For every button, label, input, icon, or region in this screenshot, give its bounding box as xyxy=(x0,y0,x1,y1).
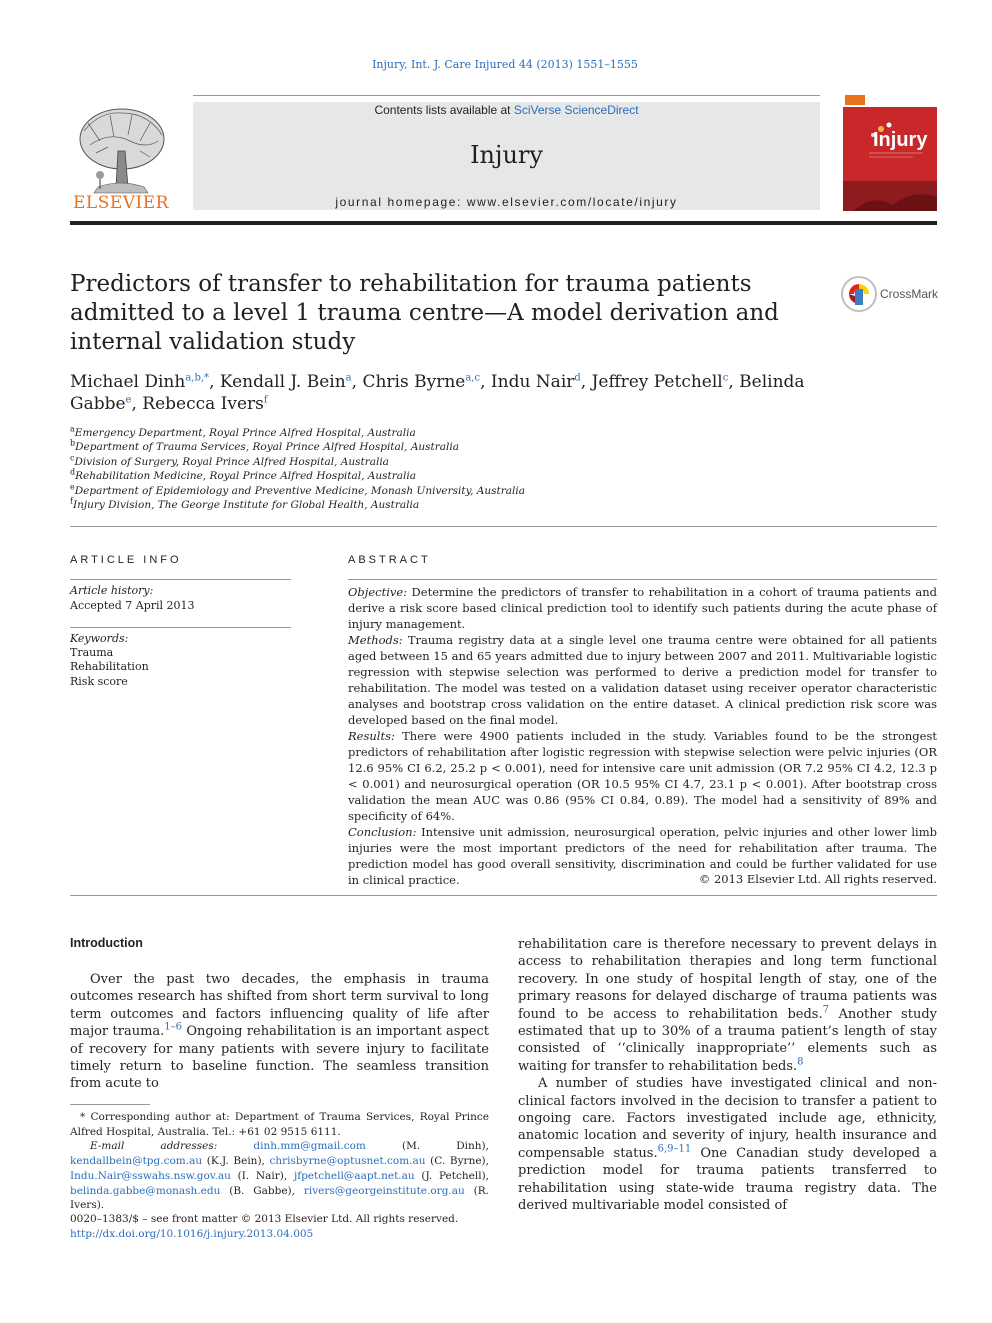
body-column-left xyxy=(70,971,489,1093)
email-owner: (B. Gabbe), xyxy=(220,1184,304,1197)
section-rule xyxy=(70,526,937,527)
author-affiliation-ref[interactable]: c xyxy=(722,372,729,384)
email-owner: (K.J. Bein), xyxy=(202,1155,270,1168)
intro-text: One Canadian study developed a prediction model for trauma patients transferred to rehabilitation using state-wide trauma registry data. The derived multivariable model consisted of xyxy=(518,1145,937,1214)
journal-homepage[interactable]: journal homepage: www.elsevier.com/locate/injury xyxy=(335,195,678,209)
abstract-heading: ABSTRACT xyxy=(348,554,431,566)
article-history xyxy=(70,584,195,613)
affiliation-key: f xyxy=(70,496,73,506)
author-separator: , xyxy=(728,372,740,392)
citation-ref[interactable]: 6,9–11 xyxy=(657,1143,692,1155)
abstract-section xyxy=(348,728,937,824)
header-rule xyxy=(70,221,937,225)
keyword-list xyxy=(70,646,149,689)
author-name: Jeffrey Petchell xyxy=(591,372,723,392)
citation-ref[interactable]: 1–6 xyxy=(164,1021,183,1033)
cover-image xyxy=(843,93,937,211)
author-separator: , xyxy=(209,372,220,392)
affiliation-text: Department of Trauma Services, Royal Prince Alfred Hospital, Australia xyxy=(75,441,460,454)
crossmark-button[interactable] xyxy=(840,275,940,315)
article-title: Predictors of transfer to rehabilitation for trauma patients admitted to a level 1 trauma centre—A model derivation and internal validation study xyxy=(70,271,779,355)
author-list xyxy=(70,371,830,415)
sciencedirect-link[interactable]: SciVerse ScienceDirect xyxy=(513,103,639,117)
email-owner: (C. Byrne), xyxy=(425,1155,489,1168)
email-label: E-mail addresses: xyxy=(90,1140,218,1153)
author-separator: , xyxy=(580,372,592,392)
journal-name: Injury xyxy=(470,141,543,169)
affiliation-text: Injury Division, The George Institute for Global Health, Australia xyxy=(72,499,420,512)
cover-title: Injury xyxy=(873,129,928,151)
author-separator: , xyxy=(480,372,491,392)
keywords-rule xyxy=(70,627,291,628)
intro-paragraph-2 xyxy=(518,936,937,1075)
author-affiliation-ref[interactable]: a xyxy=(345,372,352,384)
intro-text: rehabilitation care is therefore necessary to prevent delays in access to rehabilitation therapies and long term functional recovery. In one study of hospital length of stay, one of the primary reasons for delayed discharge of trauma patients was found to be access to rehabilitation beds. xyxy=(518,937,937,1022)
footnote-rule xyxy=(70,1104,150,1105)
author-separator: , xyxy=(351,372,363,392)
author-affiliation-ref[interactable]: d xyxy=(574,372,581,384)
affiliation-text: Department of Epidemiology and Preventive Medicine, Monash University, Australia xyxy=(74,484,525,497)
intro-paragraph-3 xyxy=(518,1075,937,1214)
intro-text: A number of studies have investigated clinical and non-clinical factors involved in the decision to transfer a patient to ongoing care. Factors investigated include age, ethnicity, anatomic location and severity of injury, health insurance and compensable status. xyxy=(518,1076,937,1161)
abstract-section-label: Objective: xyxy=(348,585,408,599)
body-column-right xyxy=(518,936,937,1215)
affiliation-item xyxy=(70,484,770,498)
issn-line: 0020–1383/$ – see front matter © 2013 Elsevier Ltd. All rights reserved. xyxy=(70,1213,459,1225)
keyword: Risk score xyxy=(70,674,128,688)
email-link[interactable]: kendallbein@tpg.com.au xyxy=(70,1155,203,1168)
corresponding-author: * Corresponding author at: Department of Trauma Services, Royal Prince Alfred Hospital, Australia. Tel.: +61 02 9515 6111. xyxy=(70,1111,489,1138)
email-owner: (M. Dinh), xyxy=(365,1140,489,1153)
email-link[interactable]: chrisbyrne@optusnet.com.au xyxy=(269,1155,426,1168)
intro-text: Over the past two decades, the emphasis in trauma outcomes research has shifted from short term survival to long term outcomes and factors influencing quality of life after major trauma. xyxy=(70,972,489,1040)
author-separator: , xyxy=(131,394,143,414)
keyword: Rehabilitation xyxy=(70,660,149,674)
article-info-heading: ARTICLE INFO xyxy=(70,554,182,566)
affiliation-item xyxy=(70,455,770,469)
author-affiliation-ref[interactable]: a,b,* xyxy=(185,372,210,384)
header-top-rule xyxy=(193,95,820,96)
author-name: Michael Dinh xyxy=(70,372,186,392)
affiliation-list xyxy=(70,426,770,512)
elsevier-logo[interactable] xyxy=(70,101,172,213)
corresponding-author-footnote xyxy=(70,1110,489,1213)
email-addresses xyxy=(70,1139,489,1213)
abstract-section xyxy=(348,632,937,728)
author-name: Kendall J. Bein xyxy=(219,372,346,392)
author-affiliation-ref[interactable]: e xyxy=(125,394,132,406)
publisher-logo-text: ELSEVIER xyxy=(73,193,169,213)
journal-cover[interactable] xyxy=(843,93,937,211)
abstract-copyright: © 2013 Elsevier Ltd. All rights reserved. xyxy=(698,872,937,886)
email-owner: (R. Ivers). xyxy=(70,1184,489,1212)
intro-text: Another study estimated that up to 30% of a trauma patient’s length of stay consisted of ‘‘clinically inappropriate’’ elements such as waiting for transfer to rehabilitation beds. xyxy=(518,1006,937,1074)
accepted-date: Accepted 7 April 2013 xyxy=(70,598,195,612)
history-label: Article history: xyxy=(70,584,154,597)
affiliation-text: Emergency Department, Royal Prince Alfred Hospital, Australia xyxy=(74,427,416,439)
abstract-section-text: Determine the predictors of transfer to rehabilitation in a cohort of trauma patients and derive a risk score based clinical prediction tool to identify such patients during the acute phase of injury management. xyxy=(348,585,937,631)
email-link[interactable]: dinh.mm@gmail.com xyxy=(253,1140,366,1153)
affiliation-item xyxy=(70,469,770,483)
affiliation-text: Rehabilitation Medicine, Royal Prince Alfred Hospital, Australia xyxy=(75,470,417,483)
author-name: Belinda Gabbe xyxy=(70,372,805,414)
author-affiliation-ref[interactable]: a,c xyxy=(465,372,481,384)
abstract-bottom-rule xyxy=(70,895,937,896)
citation-ref[interactable]: 7 xyxy=(822,1004,829,1016)
author-name: Indu Nair xyxy=(490,372,575,392)
affiliation-item xyxy=(70,498,770,512)
front-matter xyxy=(70,1212,489,1242)
doi-link[interactable]: http://dx.doi.org/10.1016/j.injury.2013.04.005 xyxy=(70,1228,314,1240)
contents-prefix: Contents lists available at xyxy=(374,103,514,117)
keywords-block xyxy=(70,632,149,689)
abstract-rule xyxy=(348,579,937,580)
affiliation-key: a xyxy=(70,424,75,434)
email-owner: (I. Nair), xyxy=(230,1169,294,1182)
intro-text: Ongoing rehabilitation is an important aspect of recovery for many patients with severe injury to facilitate timely return to baseline function. The seamless transition from acute to xyxy=(70,1024,489,1092)
abstract-section-label: Results: xyxy=(348,729,395,743)
email-link[interactable]: belinda.gabbe@monash.edu xyxy=(70,1184,221,1197)
email-owner: (J. Petchell), xyxy=(414,1169,489,1182)
affiliation-key: c xyxy=(70,453,75,463)
affiliation-key: e xyxy=(70,482,75,492)
email-link[interactable]: rivers@georgeinstitute.org.au xyxy=(303,1184,465,1197)
journal-citation[interactable]: Injury, Int. J. Care Injured 44 (2013) 1551–1555 xyxy=(372,58,638,71)
contents-availability xyxy=(193,103,820,117)
intro-paragraph-1 xyxy=(70,971,489,1093)
affiliation-text: Division of Surgery, Royal Prince Alfred Hospital, Australia xyxy=(74,455,389,468)
abstract-section-text: There were 4900 patients included in the study. Variables found to be the strongest predictors of rehabilitation after logistic regression with stepwise selection were pelvic injuries (OR 12.6 95% CI 6.2, 25.2 p < 0.001), need for intensive care unit admission (OR 7.2 95% CI 4.2, 12.3 p < 0.001) and neurosurgical operation (OR 10.5 95% CI 4.7, 23.1 p < 0.001). After bootstrap cross validation the mean AUC was 0.86 (95% CI 0.84, 0.89). The model had a sensitivity of 89% and specificity of 64%. xyxy=(348,729,937,823)
email-link[interactable]: Indu.Nair@sswahs.nsw.gov.au xyxy=(70,1169,231,1182)
keywords-label: Keywords: xyxy=(70,632,129,645)
abstract-section-label: Conclusion: xyxy=(348,825,417,839)
crossmark-label: CrossMark xyxy=(880,287,939,301)
affiliation-key: b xyxy=(70,438,76,448)
affiliation-key: d xyxy=(70,467,76,477)
author-affiliation-ref[interactable]: f xyxy=(263,394,268,406)
abstract-body xyxy=(348,584,937,888)
email-link[interactable]: jfpetchell@aapt.net.au xyxy=(293,1169,415,1182)
crossmark-icon xyxy=(840,275,878,313)
article-info-rule xyxy=(70,579,291,580)
affiliation-item xyxy=(70,426,770,440)
abstract-section xyxy=(348,584,937,632)
abstract-section-text: Trauma registry data at a single level one trauma centre were obtained for all patients aged between 15 and 65 years admitted due to injury between 2007 and 2011. Multivariable logistic regression with stepwise selection was performed to derive a prediction model for transfer to rehabilitation. The model was tested on a validation dataset using receiver operator characteristic analyses and bootstrap cross validation on the entire dataset. A clinical prediction risk score was developed based on the final model. xyxy=(348,633,937,727)
affiliation-item xyxy=(70,440,770,454)
abstract-section-label: Methods: xyxy=(348,633,403,647)
abstract-section-text: Intensive unit admission, neurosurgical operation, pelvic injuries and other lower limb injuries were the most important predictors of the need for rehabilitation after trauma. The prediction model has good overall sensitivity, discrimination and could be further validated for use in clinical practice. xyxy=(348,825,937,887)
author-name: Chris Byrne xyxy=(362,372,466,392)
keyword: Trauma xyxy=(70,646,114,660)
citation-ref[interactable]: 8 xyxy=(797,1056,804,1068)
author-name: Rebecca Ivers xyxy=(142,394,264,414)
introduction-heading: Introduction xyxy=(70,936,143,950)
